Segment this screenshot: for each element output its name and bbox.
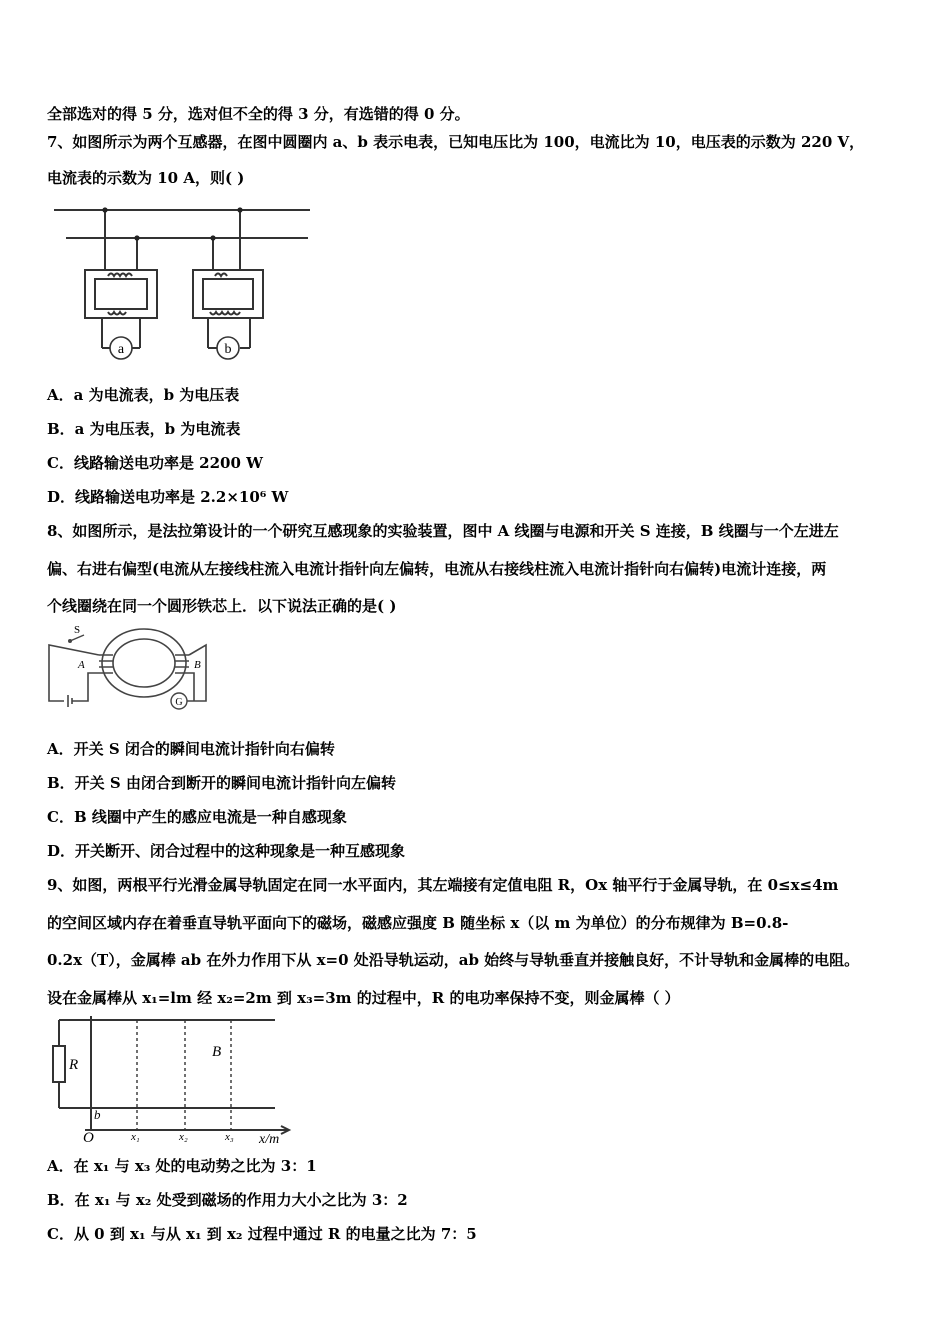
q9-label-origin: O (83, 1130, 94, 1144)
q9-label-field: B (212, 1044, 222, 1060)
q7-transformer-figure (50, 200, 320, 365)
q8-stem-line3: 个线圈绕在同一个圆形铁芯上．以下说法正确的是( ) (47, 597, 397, 615)
q9-option-b[interactable]: B．在 x₁ 与 x₂ 处受到磁场的作用力大小之比为 3：2 (47, 1191, 408, 1209)
q9-label-x2: x₂ (179, 1131, 188, 1143)
q9-rail-figure (45, 1012, 295, 1144)
q7-stem-line2: 电流表的示数为 10 A，则( ) (47, 169, 245, 187)
q9-label-r: R (69, 1057, 79, 1073)
q9-stem-line1: 9、如图，两根平行光滑金属导轨固定在同一水平面内，其左端接有定值电阻 R，Ox 轴平行于金属导轨，在 0≤x≤4m (47, 876, 839, 894)
q9-option-c[interactable]: C．从 0 到 x₁ 与从 x₁ 到 x₂ 过程中通过 R 的电量之比为 7：5 (47, 1225, 477, 1243)
q9-stem-line3: 0.2x（T），金属棒 ab 在外力作用下从 x=0 处沿导轨运动，ab 始终与导轨垂直并接触良好，不计导轨和金属棒的电阻。 (47, 951, 860, 969)
q7-option-d[interactable]: D．线路输送电功率是 2.2×10⁶ W (47, 488, 289, 506)
q8-option-d[interactable]: D．开关断开、闭合过程中的这种现象是一种互感现象 (47, 842, 406, 860)
q9-stem-line2: 的空间区域内存在着垂直导轨平面向下的磁场，磁感应强度 B 随坐标 x（以 m 为单位）的分布规律为 B=0.8- (47, 914, 789, 932)
q9-option-a[interactable]: A．在 x₁ 与 x₃ 处的电动势之比为 3：1 (47, 1157, 317, 1175)
q9-label-x1: x₁ (131, 1131, 140, 1143)
q8-option-b[interactable]: B．开关 S 由闭合到断开的瞬间电流计指针向左偏转 (47, 774, 396, 792)
q8-induction-figure (44, 625, 214, 717)
q7-option-a[interactable]: A．a 为电流表，b 为电压表 (47, 386, 240, 404)
q7-stem-line1: 7、如图所示为两个互感器，在图中圆圈内 a、b 表示电表，已知电压比为 100，电流比为 10，电压表的示数为 220 V， (47, 133, 865, 151)
q9-label-rod-b: b (94, 1107, 101, 1122)
q9-label-axis: x/m (259, 1132, 280, 1144)
q9-label-x3: x₃ (225, 1131, 234, 1143)
q8-label-g: G (175, 697, 183, 708)
q9-stem-line4: 设在金属棒从 x₁=lm 经 x₂=2m 到 x₃=3m 的过程中，R 的电功率保持不变，则金属棒（ ） (47, 989, 680, 1007)
q8-stem-line2: 偏、右进右偏型(电流从左接线柱流入电流计指针向左偏转，电流从右接线柱流入电流计指针向右偏转)电流计连接，两 (47, 560, 827, 578)
q7-option-c[interactable]: C．线路输送电功率是 2200 W (47, 454, 263, 472)
q8-option-a[interactable]: A．开关 S 闭合的瞬间电流计指针向右偏转 (47, 740, 335, 758)
q7-label-b: b (224, 342, 232, 357)
intro-text: 全部选对的得 5 分，选对但不全的得 3 分，有选错的得 0 分。 (47, 105, 470, 123)
q8-label-s: S (74, 625, 81, 636)
q7-option-b[interactable]: B．a 为电压表，b 为电流表 (47, 420, 241, 438)
q7-label-a: a (117, 342, 125, 357)
q8-label-a: A (78, 659, 85, 671)
q8-option-c[interactable]: C．B 线圈中产生的感应电流是一种自感现象 (47, 808, 347, 826)
q8-stem-line1: 8、如图所示，是法拉第设计的一个研究互感现象的实验装置，图中 A 线圈与电源和开关 S 连接，B 线圈与一个左进左 (47, 522, 839, 540)
q8-label-b: B (194, 659, 201, 671)
